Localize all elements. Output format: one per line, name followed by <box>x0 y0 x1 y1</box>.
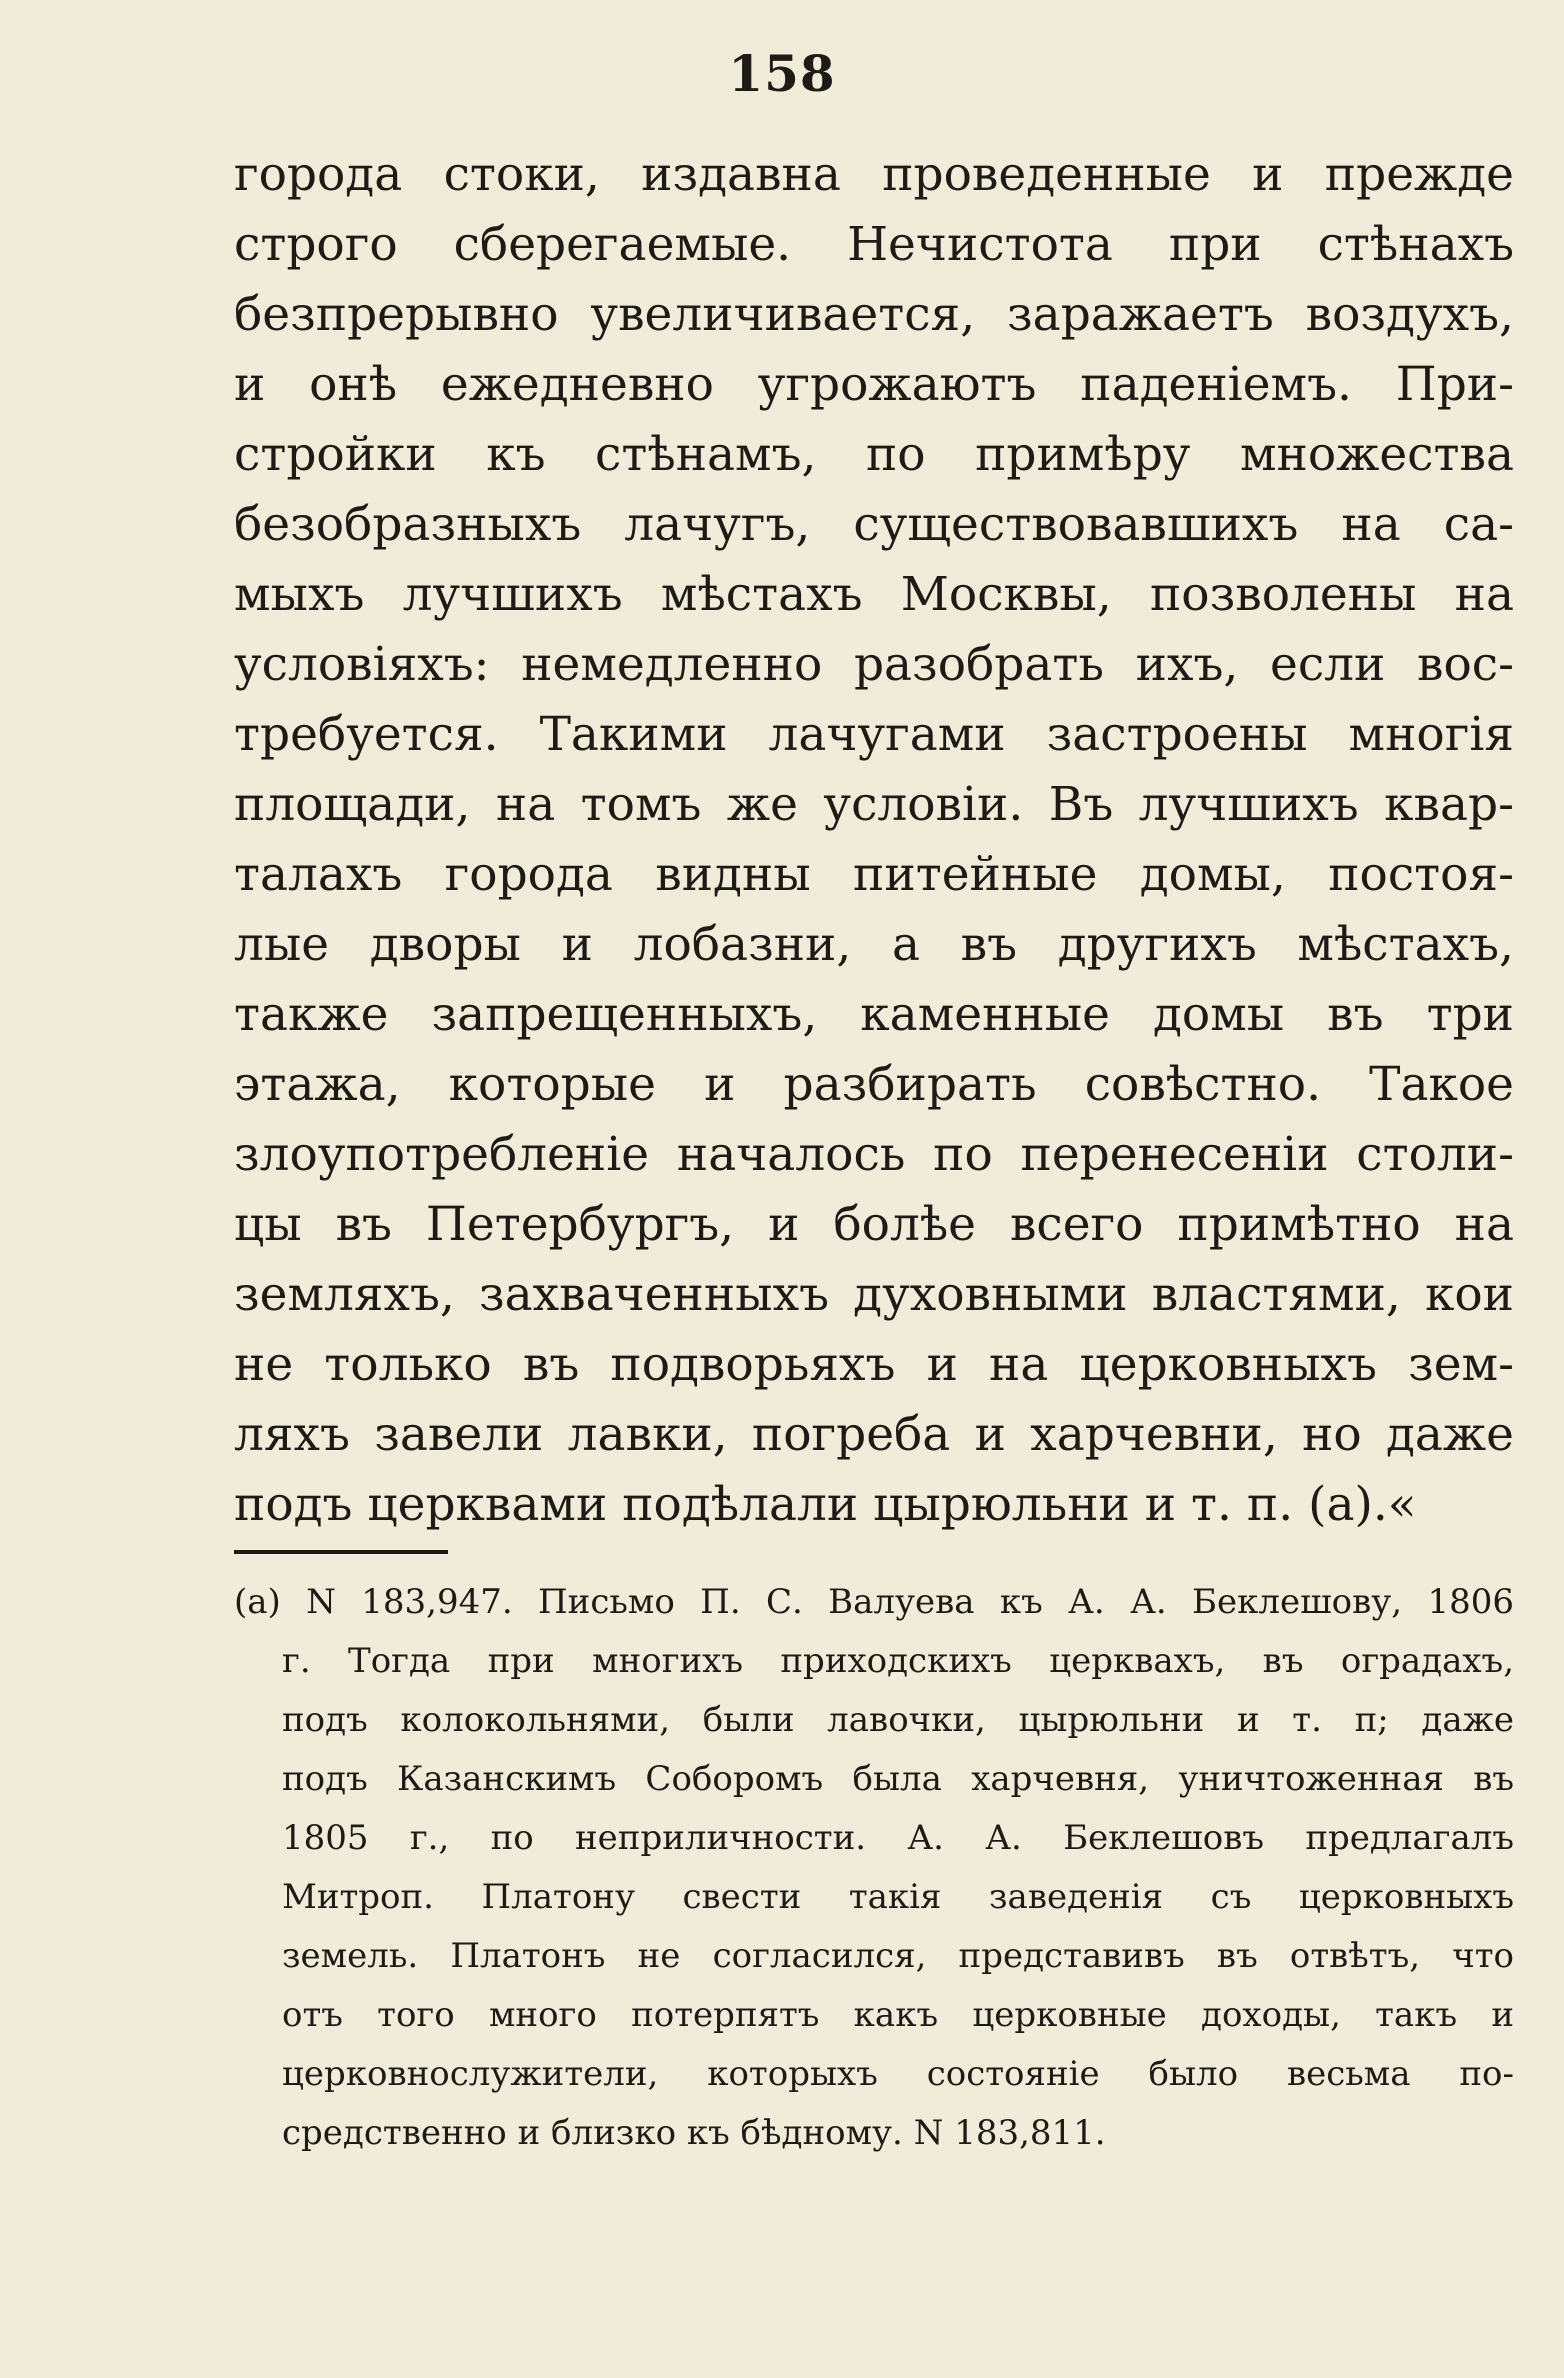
text-line: лые дворы и лобазни, а въ другихъ мѣстахъ, <box>234 917 1514 972</box>
footnote-line: подъ колокольнями, были лавочки, цырюльни и т. п; даже <box>282 1700 1514 1740</box>
text-line: также запрещенныхъ, каменные домы въ три <box>234 987 1514 1042</box>
text-line: злоупотребленiе началось по перенесенiи столи- <box>234 1127 1514 1182</box>
footnote-divider <box>234 1550 448 1554</box>
text-line: требуется. Такими лачугами застроены многiя <box>234 707 1514 762</box>
text-line: безобразныхъ лачугъ, существовавшихъ на са- <box>234 497 1514 552</box>
text-line: ляхъ завели лавки, погреба и харчевни, но даже <box>234 1407 1514 1462</box>
text-line: и онѣ ежедневно угрожаютъ паденiемъ. При- <box>234 357 1514 412</box>
footnote-line: г. Тогда при многихъ приходскихъ церквахъ, въ оградахъ, <box>282 1641 1514 1681</box>
footnote-line: отъ того много потерпятъ какъ церковные доходы, такъ и <box>282 1995 1514 2035</box>
text-line: стройки къ стѣнамъ, по примѣру множества <box>234 427 1514 482</box>
footnote-line: Митроп. Платону свести такiя заведенiя съ церковныхъ <box>282 1877 1514 1917</box>
footnote-line: подъ Казанскимъ Соборомъ была харчевня, уничтоженная въ <box>282 1759 1514 1799</box>
text-line: не только въ подворьяхъ и на церковныхъ зем- <box>234 1337 1514 1392</box>
footnote-line: 1805 г., по неприличности. А. А. Беклешовъ предлагалъ <box>282 1818 1514 1858</box>
text-line: талахъ города видны питейные домы, постоя- <box>234 847 1514 902</box>
footnote-line: (а) N 183,947. Письмо П. С. Валуева къ А. А. Беклешову, 1806 <box>234 1582 1514 1622</box>
page-number: 158 <box>728 44 836 103</box>
footnote <box>234 1573 1514 2163</box>
text-line: мыхъ лучшихъ мѣстахъ Москвы, позволены на <box>234 567 1514 622</box>
text-line: цы въ Петербургъ, и болѣе всего примѣтно на <box>234 1197 1514 1252</box>
text-line: подъ церквами подѣлали цырюльни и т. п. (а).« <box>234 1477 1417 1532</box>
footnote-line: средственно и близко къ бѣдному. N 183,811. <box>282 2113 1106 2153</box>
text-line: условiяхъ: немедленно разобрать ихъ, если вос- <box>234 637 1514 692</box>
footnote-line: земель. Платонъ не согласился, представивъ въ отвѣтъ, что <box>282 1936 1514 1976</box>
text-line: безпрерывно увеличивается, заражаетъ воздухъ, <box>234 287 1514 342</box>
text-line: этажа, которые и разбирать совѣстно. Такое <box>234 1057 1514 1112</box>
text-line: площади, на томъ же условiи. Въ лучшихъ квар- <box>234 777 1514 832</box>
text-line: земляхъ, захваченныхъ духовными властями, кои <box>234 1267 1514 1322</box>
main-text <box>234 140 1514 1540</box>
text-line: строго сберегаемые. Нечистота при стѣнахъ <box>234 217 1514 272</box>
text-line: города стоки, издавна проведенные и прежде <box>234 147 1514 202</box>
footnote-line: церковнослужители, которыхъ состоянiе было весьма по- <box>282 2054 1514 2094</box>
